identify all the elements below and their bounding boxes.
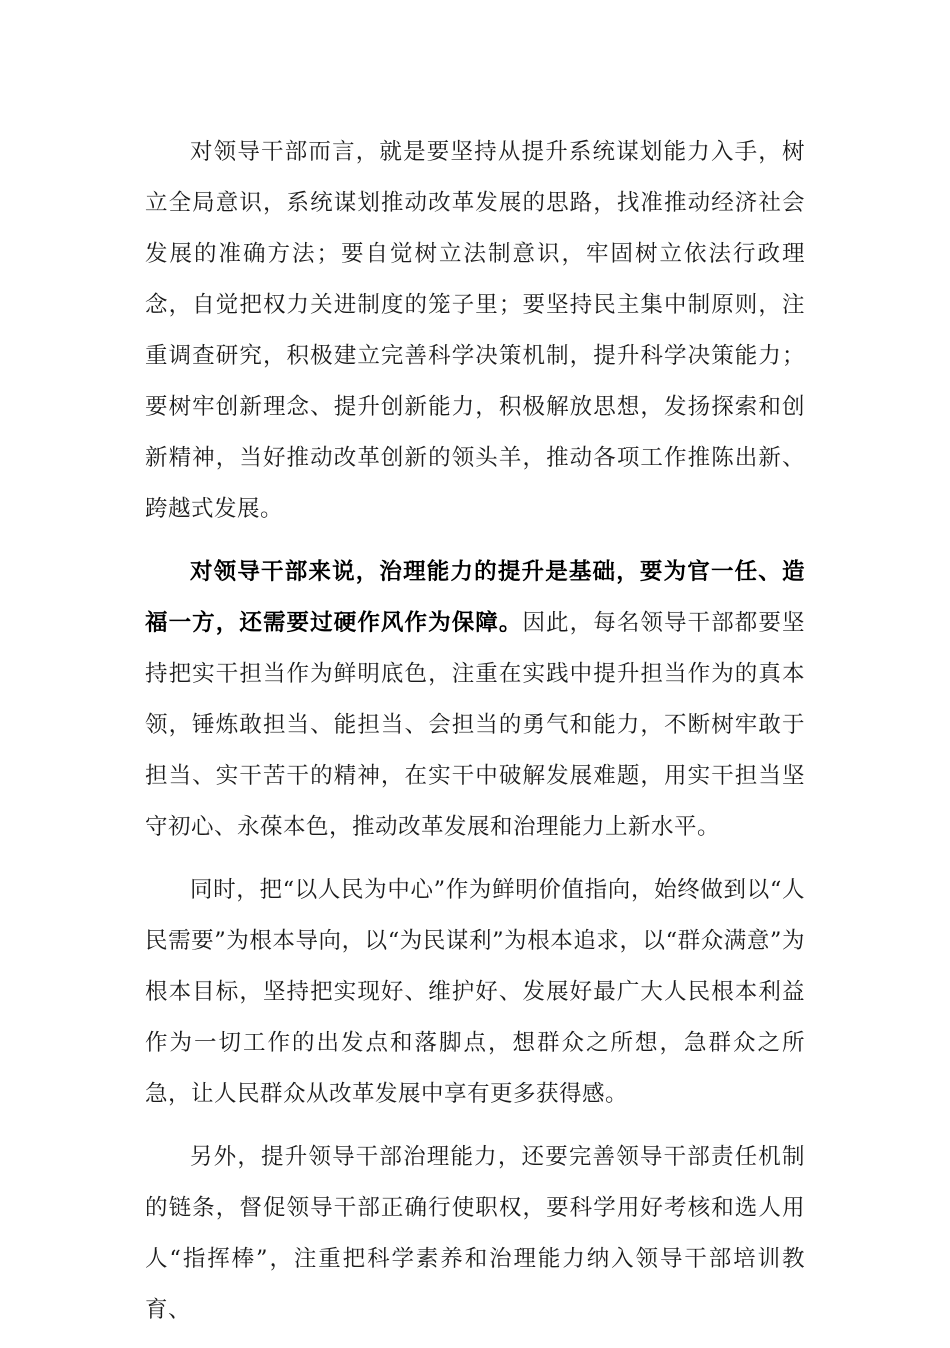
paragraph-2-bold-lead: 对领导干部来说，治理能力的提升是基础，要为官一任、造福一方，还需要过硬作风作为保障。 [145,559,805,636]
paragraph-4 [145,1132,805,1336]
paragraph-3-text: 同时，把“以人民为中心”作为鲜明价值指向，始终做到以“人民需要”为根本导向，以“为民谋利”为根本追求，以“群众满意”为根本目标，坚持把实现好、维护好、发展好最广大人民根本利益作为一切工作的出发点和落脚点，想群众之所想，急群众之所急，让人民群众从改革发展中享有更多获得感。 [145,877,805,1107]
paragraph-3 [145,865,805,1120]
paragraph-1-text: 对领导干部而言，就是要坚持从提升系统谋划能力入手，树立全局意识，系统谋划推动改革发展的思路，找准推动经济社会发展的准确方法；要自觉树立法制意识，牢固树立依法行政理念，自觉把权力关进制度的笼子里；要坚持民主集中制原则，注重调查研究，积极建立完善科学决策机制，提升科学决策能力；要树牢创新理念、提升创新能力，积极解放思想，发扬探索和创新精神，当好推动改革创新的领头羊，推动各项工作推陈出新、跨越式发展。 [145,139,805,522]
paragraph-1 [145,127,805,535]
paragraph-2-text: 因此，每名领导干部都要坚持把实干担当作为鲜明底色，注重在实践中提升担当作为的真本领，锤炼敢担当、能担当、会担当的勇气和能力，不断树牢敢于担当、实干苦干的精神，在实干中破解发展难题，用实干担当坚守初心、永葆本色，推动改革发展和治理能力上新水平。 [145,610,805,840]
paragraph-2 [145,547,805,853]
document-body [145,127,805,1348]
paragraph-4-text: 另外，提升领导干部治理能力，还要完善领导干部责任机制的链条，督促领导干部正确行使职权，要科学用好考核和选人用人“指挥棒”，注重把科学素养和治理能力纳入领导干部培训教育、 [145,1144,805,1323]
